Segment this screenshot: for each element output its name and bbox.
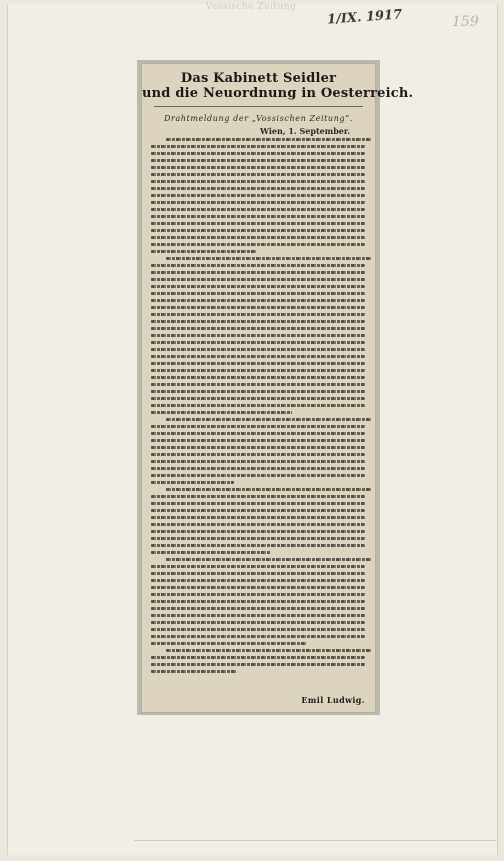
text-line (151, 593, 365, 596)
body-paragraph (151, 257, 365, 414)
page-fold (134, 840, 496, 841)
text-line (151, 285, 365, 288)
text-line (166, 488, 371, 491)
text-line (166, 418, 371, 421)
text-line (151, 194, 365, 197)
text-line (151, 453, 365, 456)
headline-line: und die Neuordnung in Oesterreich. (142, 86, 414, 101)
text-line (151, 530, 365, 533)
text-line (151, 621, 365, 624)
text-line (151, 201, 365, 204)
text-line (151, 509, 365, 512)
text-line (151, 523, 365, 526)
text-line (151, 334, 365, 337)
text-line (151, 635, 365, 638)
text-line (151, 425, 365, 428)
text-line (151, 544, 365, 547)
text-line (151, 271, 365, 274)
text-line (151, 572, 365, 575)
text-line (151, 439, 365, 442)
text-line (151, 642, 307, 645)
body-paragraph (151, 418, 365, 484)
text-line (151, 306, 365, 309)
text-line (151, 327, 365, 330)
text-line (151, 551, 271, 554)
text-line (151, 341, 365, 344)
text-line (151, 670, 237, 673)
text-line (166, 138, 371, 141)
text-line (151, 173, 365, 176)
text-line (151, 166, 365, 169)
text-line (151, 299, 365, 302)
text-line (151, 565, 365, 568)
text-line (151, 159, 365, 162)
body-paragraph (151, 488, 365, 554)
text-line (151, 411, 292, 414)
text-line (151, 586, 365, 589)
text-line (151, 243, 365, 246)
text-line (151, 278, 365, 281)
text-line (151, 607, 365, 610)
text-line (151, 292, 365, 295)
text-line (151, 628, 365, 631)
newspaper-clipping (142, 64, 414, 712)
text-line (151, 537, 365, 540)
text-line (151, 404, 365, 407)
text-line (151, 600, 365, 603)
text-line (151, 460, 365, 463)
byline: Emil Ludwig. (301, 695, 365, 705)
text-line (151, 481, 234, 484)
body-paragraph (151, 649, 365, 673)
text-line (151, 432, 365, 435)
subheadline: Drahtmeldung der „Vossischen Zeitung“. (164, 114, 353, 123)
headline-rule (154, 106, 363, 107)
text-line (151, 152, 365, 155)
text-line (151, 264, 365, 267)
article-body (151, 138, 365, 677)
text-line (151, 390, 365, 393)
text-line (151, 516, 365, 519)
text-line (151, 495, 365, 498)
headline (142, 71, 414, 101)
handwritten-date: 1/IX. 1917 (326, 7, 403, 28)
text-line (151, 250, 256, 253)
archive-stamp: Vossische Zeitung (205, 2, 297, 12)
headline-line: Das Kabinett Seidler (180, 71, 337, 86)
text-line (151, 320, 365, 323)
text-line (151, 229, 365, 232)
text-line (166, 558, 371, 561)
text-line (151, 467, 365, 470)
text-line (151, 208, 365, 211)
text-line (151, 313, 365, 316)
text-line (151, 362, 365, 365)
text-line (151, 215, 365, 218)
text-line (151, 369, 365, 372)
text-line (151, 187, 365, 190)
text-line (166, 649, 371, 652)
text-line (151, 180, 365, 183)
text-line (151, 145, 365, 148)
body-paragraph (151, 138, 365, 253)
text-line (151, 397, 365, 400)
dateline: Wien, 1. September. (260, 126, 351, 136)
text-line (151, 376, 365, 379)
body-paragraph (151, 558, 365, 645)
text-line (151, 383, 365, 386)
text-line (151, 355, 365, 358)
text-line (151, 579, 365, 582)
text-line (151, 446, 365, 449)
folio-number: 159 (452, 14, 479, 30)
text-line (151, 502, 365, 505)
text-line (151, 474, 365, 477)
text-line (151, 663, 365, 666)
text-line (151, 348, 365, 351)
text-line (151, 656, 365, 659)
text-line (151, 222, 365, 225)
text-line (151, 614, 365, 617)
text-line (166, 257, 371, 260)
text-line (151, 236, 365, 239)
